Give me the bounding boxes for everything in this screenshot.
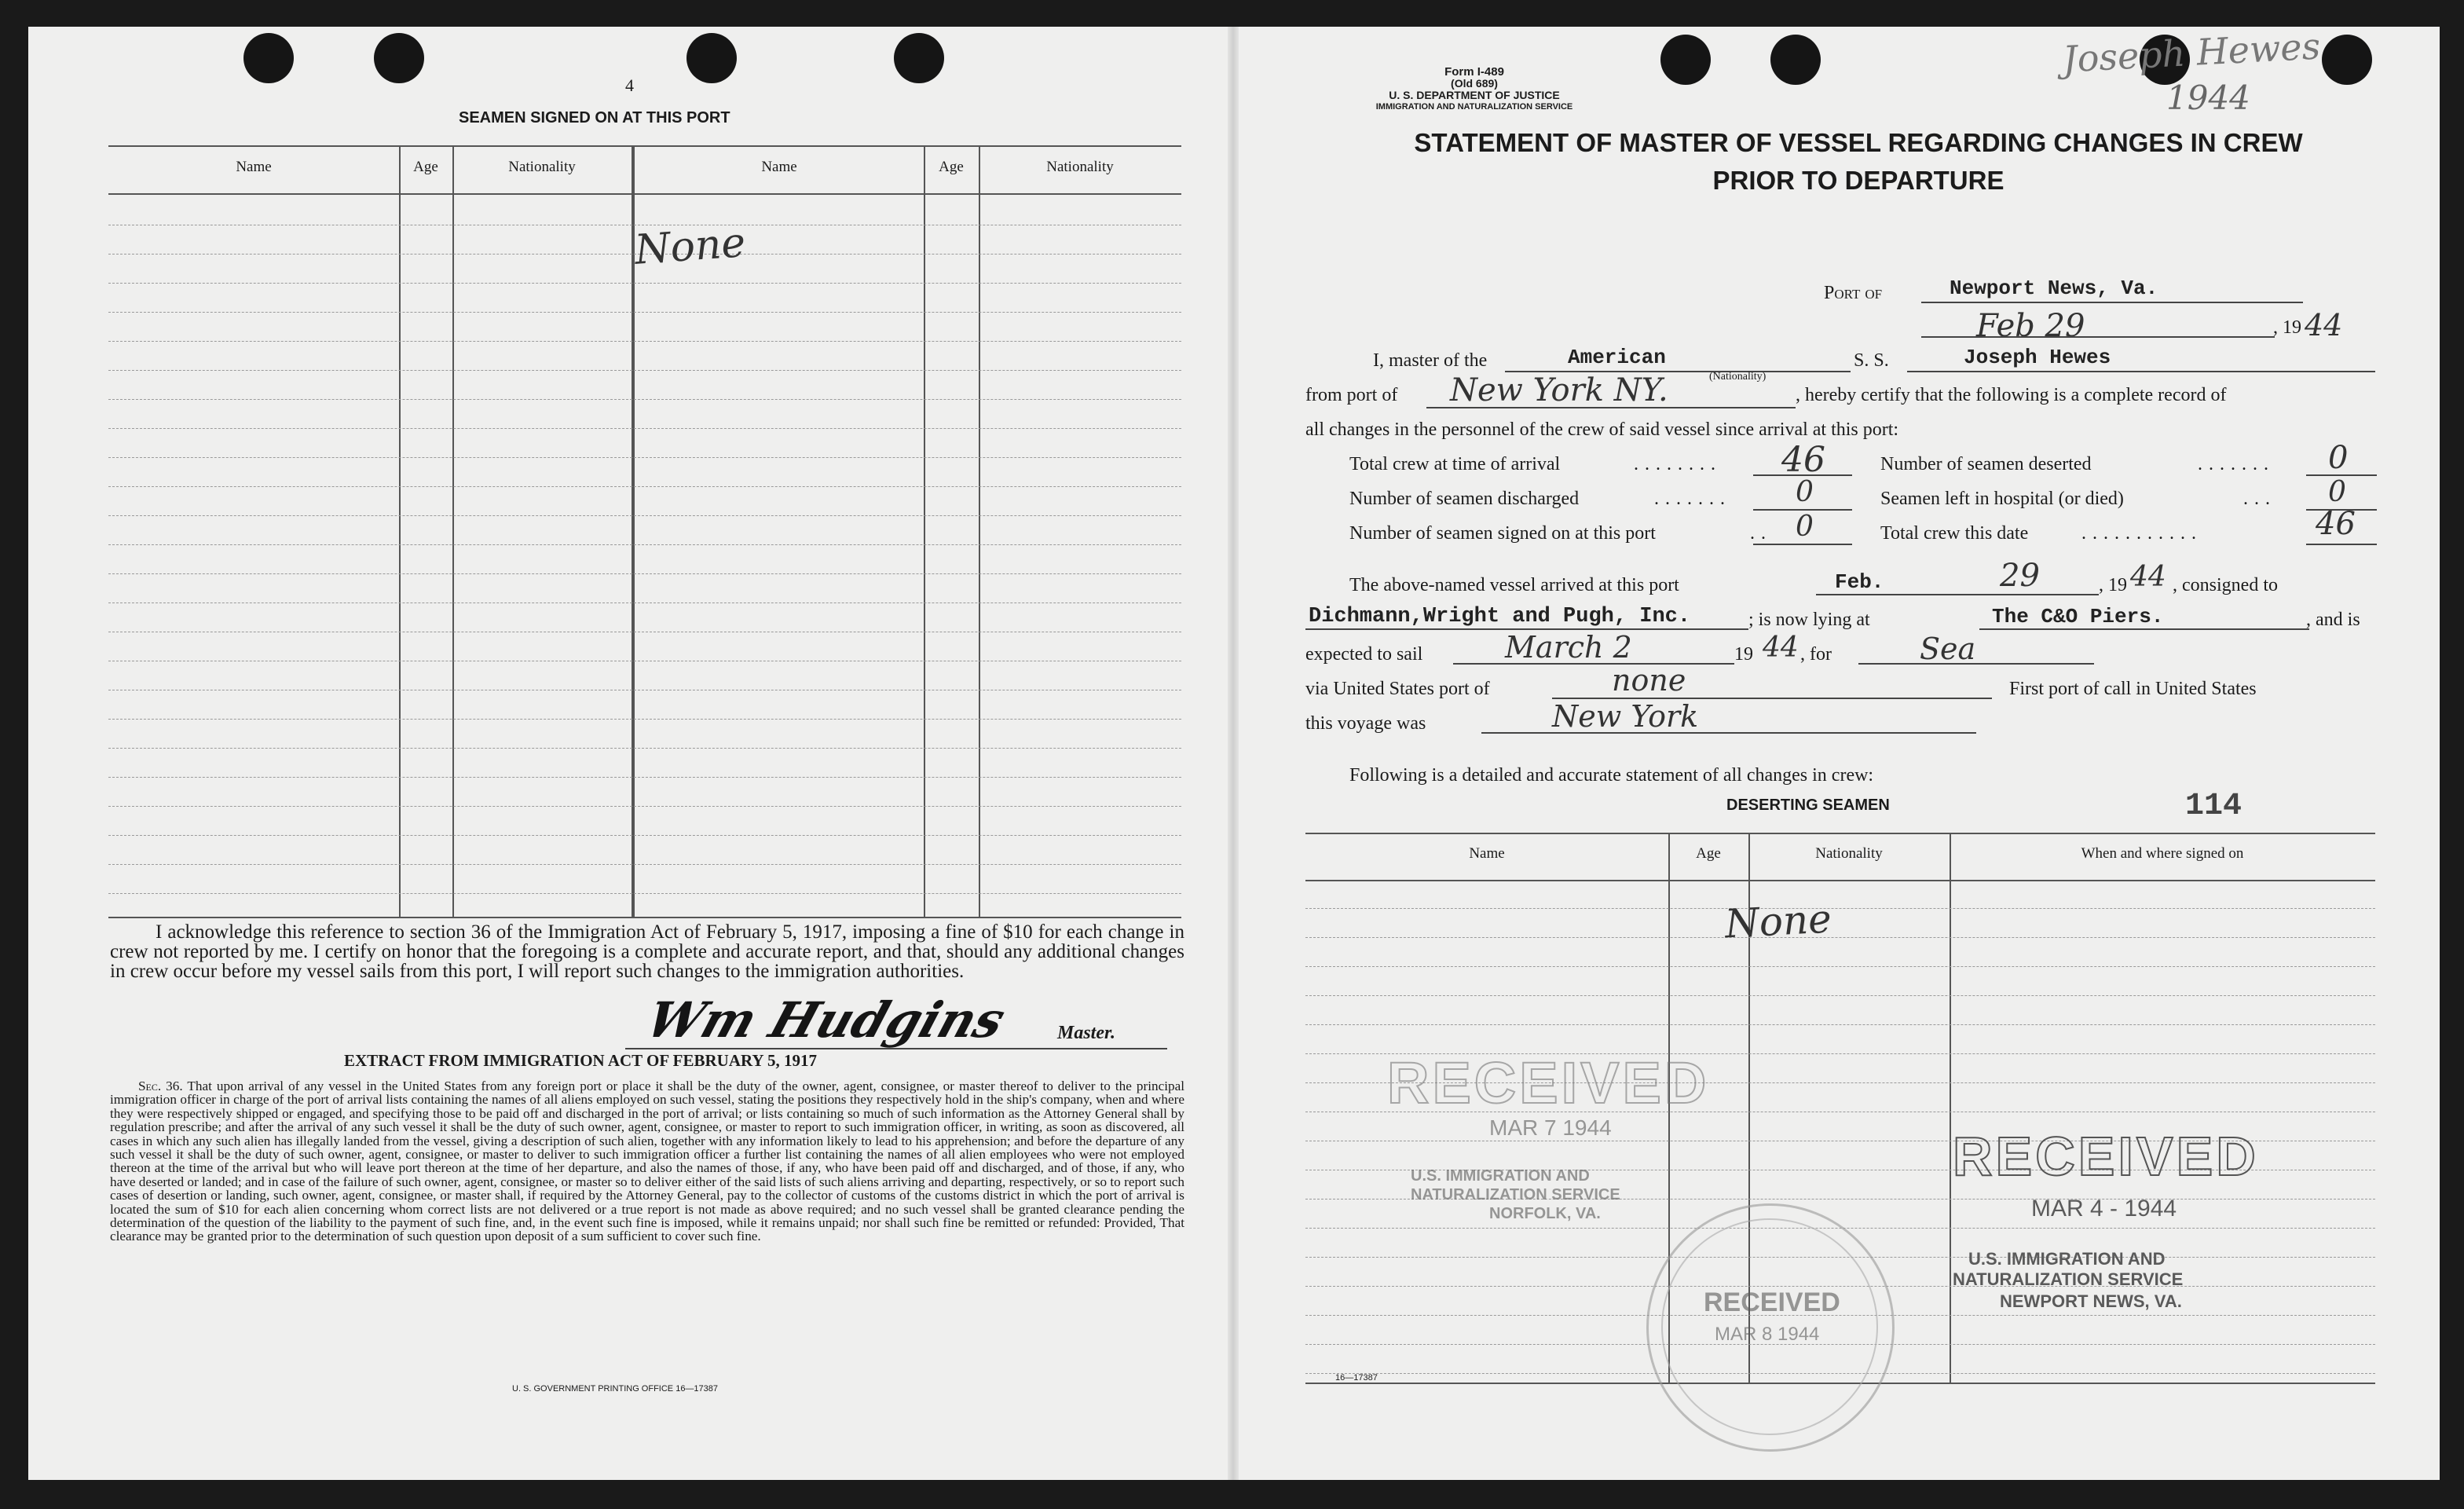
column-header: When and where signed on (2081, 845, 2244, 862)
table-row-rule (108, 312, 1181, 313)
table-row-rule (108, 370, 1181, 371)
table-row-rule (1305, 937, 2375, 938)
table-row-rule (108, 806, 1181, 807)
from-port-value: New York NY. (1450, 372, 1668, 408)
expected-label: expected to sail (1305, 644, 1423, 665)
received-stamp-newport (1953, 1125, 2314, 1311)
consigned-label: , consigned to (2173, 575, 2278, 595)
section-36-text (110, 1079, 1184, 1243)
acknowledgement-text: I acknowledge this reference to section 36 of the Immigration Act of February 5, 1917, imposing a fine of $10 for each change in crew not reported by me. I certify on honor that the foregoing is a complete and accurate report, and that, should any additional changes in crew occur before my vessel sails from this port, I will report such changes to the immigration authorities. (110, 921, 1184, 982)
received-stamp-norfolk (1387, 1049, 1710, 1222)
stat-signed-on-value: 0 (1796, 511, 1814, 543)
stamp-line-1: U.S. IMMIGRATION AND (1968, 1249, 2166, 1269)
table-row-rule (108, 341, 1181, 342)
printer-line: U. S. GOVERNMENT PRINTING OFFICE 16—17387 (512, 1384, 719, 1394)
stat-hospital-value: 0 (2328, 476, 2346, 508)
stamp-word: RECEIVED (1953, 1126, 2259, 1187)
page-fold (1228, 27, 1239, 1480)
table-row-rule (108, 573, 1181, 574)
ss-value: Joseph Hewes (1964, 346, 2111, 369)
date-value: Feb 29 (1976, 308, 2085, 344)
punch-hole (374, 33, 424, 83)
table-row-rule (108, 748, 1181, 749)
stamp-line-2: NATURALIZATION SERVICE (1411, 1186, 1620, 1203)
arrived-label: The above-named vessel arrived at this port (1349, 575, 1679, 595)
expected-year-prefix: 19 (1734, 644, 1753, 665)
punch-hole (2322, 35, 2372, 85)
punch-hole (1770, 35, 1821, 85)
round-stamp-date: MAR 8 1944 (1715, 1324, 1820, 1345)
nationality-value: American (1568, 346, 1666, 369)
table-row-rule (1305, 908, 2375, 909)
printer-line: 16—17387 (1335, 1373, 1378, 1383)
table-row-rule (1305, 1024, 2375, 1025)
column-header: Age (1696, 845, 1721, 862)
handwritten-year: 1944 (2166, 79, 2250, 117)
table-row-rule (108, 457, 1181, 458)
column-header: Nationality (1046, 159, 1114, 175)
table-row-rule (108, 515, 1181, 516)
stamp-line-3: NEWPORT NEWS, VA. (2000, 1291, 2182, 1311)
table-row-rule (108, 544, 1181, 545)
arrived-month: Feb. (1835, 570, 1884, 594)
title-line-1: STATEMENT OF MASTER OF VESSEL REGARDING CHANGES IN CREW (1414, 128, 2303, 157)
handwritten-none: None (633, 219, 747, 274)
expected-value: March 2 (1505, 630, 1632, 665)
from-port-label: from port of (1305, 385, 1398, 405)
arrived-year-prefix: , 19 (2099, 575, 2127, 595)
stat-deserted-value: 0 (2328, 440, 2349, 476)
form-header (1305, 66, 1643, 113)
form-old: (Old 689) (1451, 77, 1498, 90)
stamp-date: MAR 4 - 1944 (2031, 1196, 2177, 1221)
arrived-year: 44 (2130, 561, 2166, 593)
table-row-rule (108, 283, 1181, 284)
handwritten-ship-name: Joseph Hewes (2061, 24, 2322, 81)
column-header: Age (413, 159, 438, 175)
year-value: 44 (2305, 308, 2343, 342)
table-row-rule (108, 835, 1181, 836)
stamp-line-3: NORFOLK, VA. (1489, 1205, 1601, 1222)
master-of-the-label: I, master of the (1373, 350, 1488, 371)
punch-hole (243, 33, 294, 83)
stat-hospital-label: Seamen left in hospital (or died) (1880, 489, 2124, 509)
stat-deserted-label: Number of seamen deserted (1880, 454, 2092, 474)
punch-hole (686, 33, 737, 83)
title-line-2: PRIOR TO DEPARTURE (1712, 166, 2005, 195)
master-signature: Wm Hudgins (639, 991, 1012, 1049)
table-row-rule (1305, 966, 2375, 967)
stat-signed-on-label: Number of seamen signed on at this port (1349, 523, 1656, 544)
arrived-day: 29 (2000, 558, 2040, 594)
consignee-value: Dichmann,Wright and Pugh, Inc. (1309, 605, 1691, 628)
via-value: none (1612, 663, 1686, 698)
and-is-label: , and is (2306, 610, 2360, 630)
stamp-date: MAR 7 1944 (1489, 1115, 1612, 1140)
table-row-rule (108, 719, 1181, 720)
table-row-rule (108, 486, 1181, 487)
section-body: That upon arrival of any vessel in the United States from any foreign port or place it shall be the duty of the owner, agent, consignee, or master thereof to deliver to the principal immigration officer in charge of the port of arrival lists containing the names of all aliens employed on such vessel, stating the positions they respectively hold in the ship's company, when and where they were respectively shipped or engaged, and specifying those to be paid off and discharged in the port of arrival; or lists containing so much of such information as the Attorney General shall by regulation prescribe; and after the arrival of any such vessel it shall be the duty of such owner, agent, consignee, or master to report to such immigration officer, in writing, as soon as discovered, all cases in which any such alien has illegally landed from the vessel, giving a description of such alien, together with any information likely to lead to his apprehension; and before the departure of any such vessel it shall be the duty of such owner, agent, consignee, or master to deliver to such immigration officer a further list containing the names of all alien employees who were not employed thereon at the time of the arrival but who will leave port thereon at the time of her departure, and also the names of those, if any, who have been paid off and discharged, and of those, if any, who have deserted or landed; and in case of the failure of such owner, agent, consignee, or master so to deliver either of the said lists of such aliens arriving and departing, respectively, or so to report such cases of desertion or landing, such owner, agent, consignee, or master shall, if required by the Attorney General, pay to the collector of customs of the customs district in which the port of arrival is located the sum of $10 for each alien concerning whom correct lists are not delivered or a true report is not made as above required; and no such vessel shall be granted clearance pending the determination of the question of the liability to the payment of such fine, and, in the event such fine is imposed, while it remains unpaid; nor shall such fine be remitted or refunded: Provided, That clearance may be granted prior to the determination of such question upon deposit of a sum sufficient to cover such fine. (110, 1079, 1184, 1244)
document-sheet: 4 SEAMEN SIGNED ON AT THIS PORT Name Age Nationality Name Age Nationality None I acknowledge this reference to section 36 of the Immigration Act of February 5, 1917, imposing a fine of $10 for each change in crew not reported by me. I certify on honor that the foregoing is a complete and accurate report, and that, should any additional changes in crew occur before my vessel sails from this port, I will report such changes to the immigration authorities. Wm Hudgins Master. EXTRACT FROM IMMIGRATION ACT OF FEBRUARY 5, 1917 Sec. 36. That upon arrival of any vessel in the United States from any foreign port or place it shall be the duty of the owner, agent, consignee, or master thereof to deliver to the principal immigration officer in charge of the port of arrival lists containing the names of all aliens employed on such vessel, stating the positions they respectively hold in the ship's company, when and where they were respectively shipped or engaged, and specifying those to be paid off and discharged in the port of arrival; or lists containing so much of such information as the Attorney General shall by regulation prescribe; and after the arrival of any such vessel it shall be the duty of such owner, agent, consignee, or master to report to such immigration officer, in writing, as soon as discovered, all cases in which any such alien has illegally landed from the vessel, giving a description of such alien, together with any information likely to lead to his apprehension; and before the departure of any such vessel it shall be the duty of such owner, agent, consignee, or master to deliver to such immigration officer a further list containing the names of all alien employees who were not employed thereon at the time of the arrival but who will leave port thereon at the time of her departure, and also the names of those, if any, who have been paid off and discharged, and of those, if any, who have deserted or landed; and in case of the failure of such owner, agent, consignee, or master so to deliver either of the said lists of such aliens arriving and departing, respectively, or so to report such cases of desertion or landing, such owner, agent, consignee, or master shall, if required by the Attorney General, pay to the collector of customs of the customs district in which the port of arrival is located the sum of $10 for each alien concerning whom correct lists are not delivered or a true report is not made as above required; and no such vessel shall be granted clearance pending the determination of the question of the liability to the payment of such fine, and, in the event such fine is imposed, while it remains unpaid; nor shall such fine be remitted or refunded: Provided, That clearance may be granted prior to the determination of such question upon deposit of a sum sufficient to cover such fine. U. S. GOVERNMENT PRINTING OFFICE 16—17387 Form I-489 (Old 689) U. S. DEPARTMENT OF JUSTICE IMMIGRATION AND NATURALIZATION SERVICE Joseph Hewes 1944 STATEMENT OF MASTER OF VESSEL REGARDING CHANGES IN CREW PRIOR TO DEPARTURE Port of Newport News, Va. Feb 29 , 19 44 I, master of the American (Nationality) S. S. Joseph Hewes from port of New York NY. , hereby certify that the following is a complete record of all changes in the personnel of the crew of said vessel since arrival at this port: Total crew at time of arrival ........ 46 Number of seamen deserted ....... 0 Number of seamen discharged ....... 0 Seamen left in hospital (or died) ... 0 Number of seamen signed on at this port .. 0 Total crew this date ........... 46 The above-named vessel arrived at this port Feb. 29 , 19 44 , consigned to Dichmann,Wright and Pugh, Inc. ; is now lying at The C&O Piers. , and is expected to sail March 2 19 44 , for Sea via United States port of none First port of call in United States this voyage was New York Following is a detailed and accurate statement of all changes in crew: DESERTING SEAMEN 114 Name Age Nationality When and where signed on None 16—17387 RECEIVED MAR 7 1944 U.S. IMMIGRATION AND NATURALIZATION SERVICE NORFOLK, VA. RECEIVED MAR 8 1944 RECEIVED MAR 4 - 1944 U.S. IMMIGRATION AND NATURALIZATION SERVICE NEWPORT NEWS, VA. (28, 27, 2440, 1480)
first-port-label: First port of call in United States (2009, 679, 2257, 699)
nationality-caption: (Nationality) (1709, 371, 1767, 383)
deserting-title: DESERTING SEAMEN (1726, 797, 1890, 814)
voyage-value: New York (1552, 699, 1699, 734)
year-prefix: , 19 (2273, 317, 2301, 338)
column-header: Name (761, 159, 797, 175)
right-page-title (1316, 124, 2400, 200)
via-label: via United States port of (1305, 679, 1490, 699)
stat-total-date-value: 46 (2316, 506, 2356, 542)
stamp-word: RECEIVED (1387, 1050, 1710, 1115)
column-header: Nationality (508, 159, 576, 175)
punch-hole (894, 33, 944, 83)
lying-label: ; is now lying at (1748, 610, 1870, 630)
master-label: Master. (1057, 1023, 1116, 1043)
certify-text: , hereby certify that the following is a complete record of (1796, 385, 2227, 405)
section-lead: Sec. 36. (138, 1079, 183, 1093)
stat-discharged-value: 0 (1796, 476, 1814, 508)
port-label: Port of (1824, 283, 1883, 303)
received-round-stamp (1646, 1203, 1895, 1452)
table-row-rule (108, 864, 1181, 865)
page-number: 4 (625, 75, 634, 95)
column-header: Name (1469, 845, 1505, 862)
page-stamp-number: 114 (2185, 789, 2242, 824)
table-row-rule (108, 777, 1181, 778)
port-value: Newport News, Va. (1950, 277, 2158, 300)
stat-total-arrival-label: Total crew at time of arrival (1349, 454, 1561, 474)
left-page-title: SEAMEN SIGNED ON AT THIS PORT (459, 109, 730, 126)
voyage-label: this voyage was (1305, 713, 1426, 734)
stat-total-arrival-value: 46 (1781, 440, 1825, 480)
stamp-line-1: U.S. IMMIGRATION AND (1411, 1167, 1590, 1185)
table-row-rule (108, 893, 1181, 894)
table-row-rule (1305, 995, 2375, 996)
service: IMMIGRATION AND NATURALIZATION SERVICE (1375, 102, 1573, 112)
column-header: Nationality (1815, 845, 1883, 862)
round-stamp-word: RECEIVED (1704, 1287, 1840, 1317)
table-row-rule (108, 399, 1181, 400)
lying-value: The C&O Piers. (1992, 605, 2164, 628)
stat-discharged-label: Number of seamen discharged (1349, 489, 1580, 509)
department: U. S. DEPARTMENT OF JUSTICE (1389, 89, 1560, 101)
table-row-rule (108, 428, 1181, 429)
expected-year: 44 (1763, 632, 1799, 664)
ss-label: S. S. (1854, 350, 1889, 371)
form-number: Form I-489 (1444, 65, 1504, 79)
for-label: , for (1800, 644, 1832, 665)
extract-title: EXTRACT FROM IMMIGRATION ACT OF FEBRUARY 5, 1917 (344, 1051, 818, 1070)
following-text: Following is a detailed and accurate statement of all changes in crew: (1349, 765, 1874, 786)
stamp-line-2: NATURALIZATION SERVICE (1953, 1269, 2184, 1289)
column-header: Age (939, 159, 964, 175)
stat-total-date-label: Total crew this date (1880, 523, 2029, 544)
column-header: Name (236, 159, 272, 175)
all-changes-text: all changes in the personnel of the crew of said vessel since arrival at this port: (1305, 419, 1899, 440)
punch-hole (1660, 35, 1711, 85)
handwritten-none: None (1723, 896, 1833, 947)
for-value: Sea (1920, 632, 1976, 666)
